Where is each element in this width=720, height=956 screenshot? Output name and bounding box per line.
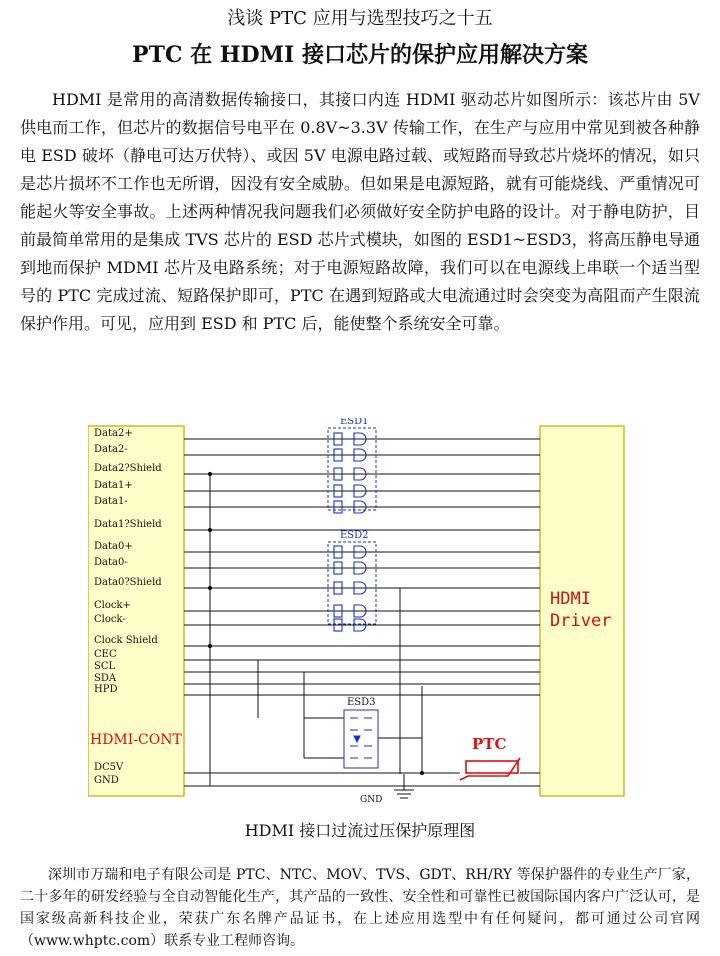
esd1-block xyxy=(328,418,376,510)
series-title: 浅谈 PTC 应用与选型技巧之十五 xyxy=(227,8,493,29)
pin-label: Data1?Shield xyxy=(94,519,162,530)
pin-label: Data0- xyxy=(94,557,128,568)
pin-label: Data0?Shield xyxy=(94,577,162,588)
esd2-label: ESD2 xyxy=(340,530,369,541)
pin-label: Data1+ xyxy=(94,480,133,491)
pin-label: Data2+ xyxy=(94,428,133,439)
pin-label: SCL xyxy=(94,661,116,672)
pin-label: Clock- xyxy=(94,614,126,625)
gnd-label: GND xyxy=(360,795,383,805)
pin-label: Data2- xyxy=(94,444,128,455)
pin-label: SDA xyxy=(94,673,117,684)
ptc-component xyxy=(460,735,520,780)
page-title: PTC 在 HDMI 接口芯片的保护应用解决方案 xyxy=(132,42,588,68)
pin-label: Data1- xyxy=(94,496,128,507)
esd3-label: ESD3 xyxy=(347,697,376,708)
pin-label: GND xyxy=(94,775,119,786)
esd1-label: ESD1 xyxy=(340,418,369,427)
esd2-block xyxy=(328,530,376,624)
pin-label: Clock+ xyxy=(94,600,131,611)
connector-label: HDMI-CONT xyxy=(90,732,182,748)
pin-label: DC5V xyxy=(94,762,124,773)
esd3-block xyxy=(344,697,378,768)
pin-label: Data0+ xyxy=(94,541,133,552)
pin-label: Clock Shield xyxy=(94,635,158,646)
intro-paragraph: HDMI 是常用的高清数据传输接口，其接口内连 HDMI 驱动芯片如图所示：该芯片由 5V 供电而工作，但芯片的数据信号电平在 0.8V~3.3V 传输工作，在生产与应用中常见到被各种静电 ESD 破坏（静电可达万伏特）、或因 5V 电源电路过载、或短路而导致芯片烧坏的情况，如只是芯片损坏不工作也无所谓，因没有安全威胁。但如果是电源短路，就有可能烧线、严重情况可能起火等安全事故。上述两种情况我问题我们必须做好安全防护电路的设计。对于静电防护，目前最简单常用的是集成 TVS 芯片的 ESD 芯片式模块，如图的 ESD1~ESD3，将高压静电导通到地而保护 MDMI 芯片及电路系统；对于电源短路故障，我们可以在电源线上串联一个适当型号的 PTC 完成过流、短路保护即可，PTC 在遇到短路或大电流通过时会突变为高阻而产生限流保护作用。可见，应用到 ESD 和 PTC 后，能使整个系统安全可靠。 xyxy=(20,90,700,333)
pin-label: HPD xyxy=(94,684,118,695)
pin-label: Data2?Shield xyxy=(94,463,162,474)
driver-label-line2: Driver xyxy=(550,611,612,631)
pin-label: CEC xyxy=(94,649,117,660)
ptc-label: PTC xyxy=(472,735,507,753)
diagram-caption: HDMI 接口过流过压保护原理图 xyxy=(244,821,476,840)
junction-dot xyxy=(420,771,423,774)
company-paragraph: 深圳市万瑞和电子有限公司是 PTC、NTC、MOV、TVS、GDT、RH/RY 等保护器件的专业生产厂家，二十多年的研发经验与全自动智能化生产，其产品的一致性、安全性和可靠性已被国际国内客户广泛认可，是国家级高新科技企业，荣获广东名牌产品证书，在上述应用选型中有任何疑问，都可通过公司官网（www.whptc.com）联系专业工程师咨询。 xyxy=(20,867,700,949)
driver-label-line1: HDMI xyxy=(550,589,591,609)
hdmi-protection-schematic xyxy=(88,418,628,810)
